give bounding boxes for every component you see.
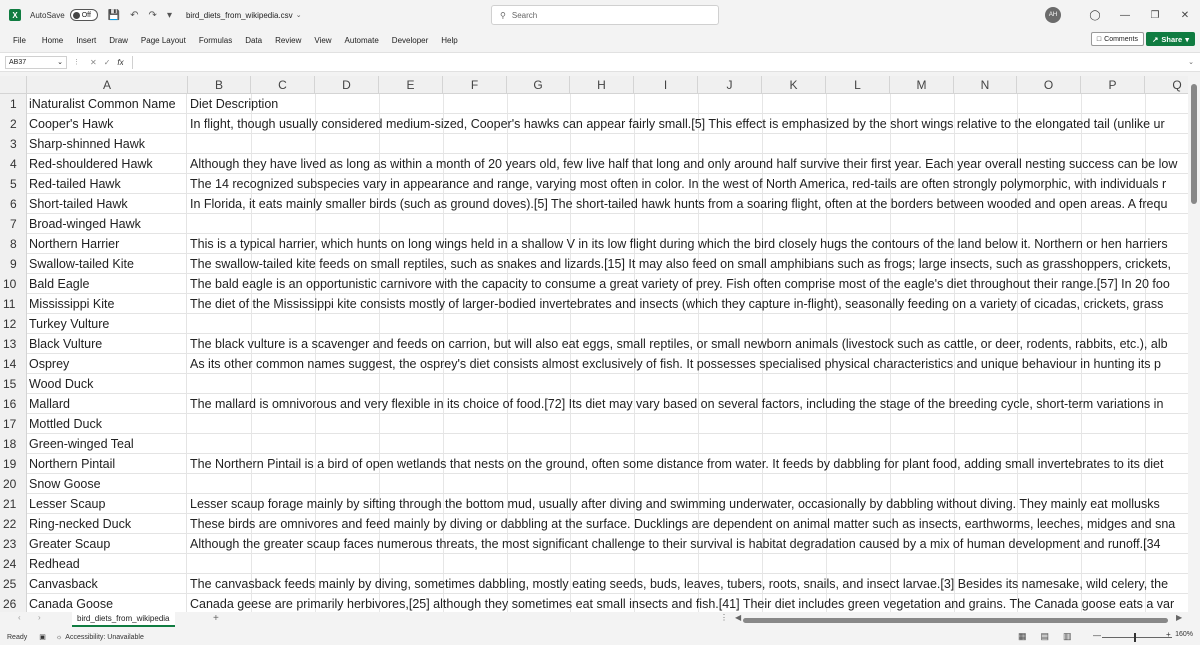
column-header-g[interactable]: G [507, 76, 570, 94]
row-header[interactable]: 1 [0, 94, 27, 114]
row-header[interactable]: 10 [0, 274, 27, 294]
table-row [0, 514, 1188, 534]
table-row [0, 334, 1188, 354]
cell-diet-description[interactable]: This is a typical harrier, which hunts on long wings held in a shallow V in its low flight during which the bird closely hugs the contours of the land below it. Northern or hen harriers [190, 237, 1168, 251]
zoom-in-icon[interactable]: + [1166, 630, 1171, 639]
table-row [0, 434, 1188, 454]
tab-formulas[interactable]: Formulas [198, 35, 233, 45]
cell-diet-description[interactable]: Although the greater scaup faces numerous threats, the most significant challenge to their survival is habitat degradation caused by a mix of human development and runoff.[34 [190, 537, 1161, 551]
table-row [0, 194, 1188, 214]
formula-bar [0, 52, 1200, 72]
file-name[interactable]: bird_diets_from_wikipedia.csv [185, 10, 293, 20]
cell-diet-description[interactable] [188, 314, 1188, 334]
cell-diet-description[interactable]: In flight, though usually considered medium-sized, Cooper's hawks can appear fairly small.[5] This effect is emphasized by the short wings relative to the elongated tail (unlike ur [190, 117, 1165, 131]
page-layout-view-icon[interactable]: ▤ [1040, 631, 1050, 641]
cell-common-name[interactable]: Green-winged Teal [27, 434, 187, 454]
comment-icon: □ [1096, 35, 1102, 43]
search-icon: ⚲ [500, 10, 506, 20]
table-row [0, 594, 1188, 612]
cell-common-name[interactable]: Broad-winged Hawk [27, 214, 187, 234]
column-header-l[interactable]: L [826, 76, 890, 94]
table-row [0, 454, 1188, 474]
table-row [0, 554, 1188, 574]
cell-common-name[interactable]: Mottled Duck [27, 414, 187, 434]
cell-common-name[interactable]: iNaturalist Common Name [27, 94, 187, 114]
tab-help[interactable]: Help [441, 35, 458, 45]
cell-common-name[interactable]: Short-tailed Hawk [27, 194, 187, 214]
autosave-state: Off [81, 11, 91, 19]
cell-common-name[interactable]: Redhead [27, 554, 187, 574]
cell-diet-description[interactable]: The mallard is omnivorous and very flexible in its choice of food.[72] Its diet may vary based on several factors, including the stage of the breeding cycle, short-term variations in [190, 397, 1164, 411]
row-header[interactable]: 13 [0, 334, 27, 354]
close-icon[interactable]: ✕ [1180, 9, 1190, 21]
table-row [0, 114, 1188, 134]
cell-common-name[interactable]: Wood Duck [27, 374, 187, 394]
column-header-q[interactable]: Q [1172, 78, 1182, 92]
table-row [0, 474, 1188, 494]
zoom-level[interactable]: 160% [1175, 631, 1193, 638]
cell-common-name[interactable]: Red-tailed Hawk [27, 174, 187, 194]
cell-common-name[interactable]: Canvasback [27, 574, 187, 594]
tab-data[interactable]: Data [245, 35, 263, 45]
table-row [0, 494, 1188, 514]
table-row [0, 534, 1188, 554]
rows-container [0, 94, 1188, 612]
expand-formula-icon[interactable]: ⌄ [1188, 59, 1194, 66]
page-break-view-icon[interactable]: ▥ [1063, 631, 1072, 641]
row-header[interactable]: 9 [0, 254, 27, 274]
column-header-a[interactable]: A [27, 76, 188, 94]
table-row [0, 174, 1188, 194]
cell-diet-description[interactable]: In Florida, it eats mainly smaller birds (such as ground doves).[5] The short-tailed hawk hunts from a soaring flight, often at the borders between wooded and open areas. A frequ [190, 197, 1168, 211]
cancel-icon[interactable]: ✕ [90, 57, 97, 67]
cell-diet-description[interactable] [188, 414, 1188, 434]
row-header[interactable]: 3 [0, 134, 27, 154]
autosave-label: AutoSave [30, 10, 65, 20]
lightbulb-icon[interactable]: ◯ [1089, 9, 1101, 21]
cell-common-name[interactable]: Cooper's Hawk [27, 114, 187, 134]
row-header[interactable]: 23 [0, 534, 27, 554]
cell-diet-description[interactable]: The 14 recognized subspecies vary in appearance and range, varying most often in color. In the west of North America, red-tails are often strongly polymorphic, with individuals r [190, 177, 1167, 191]
enter-icon[interactable]: ✓ [103, 57, 111, 67]
table-row [0, 374, 1188, 394]
scrollbar-thumb[interactable] [1191, 84, 1197, 204]
more-sheets-icon[interactable]: ⋮ [720, 613, 728, 622]
cell-common-name[interactable]: Red-shouldered Hawk [27, 154, 187, 174]
cell-diet-description[interactable]: The canvasback feeds mainly by diving, sometimes dabbling, mostly eating seeds, buds, leaves, tubers, roots, snails, and insect larvae.[3] Besides its namesake, wild celery, the [190, 577, 1169, 591]
row-header[interactable]: 16 [0, 394, 27, 414]
row-header[interactable]: 18 [0, 434, 27, 454]
cell-common-name[interactable]: Lesser Scaup [27, 494, 187, 514]
tab-review[interactable]: Review [275, 35, 302, 45]
row-header[interactable]: 8 [0, 234, 27, 254]
formula-input[interactable] [132, 56, 1188, 69]
column-header-m[interactable]: M [890, 76, 954, 94]
search-box[interactable] [491, 5, 719, 25]
spreadsheet-grid[interactable] [0, 76, 1188, 612]
row-header[interactable]: 14 [0, 354, 27, 374]
select-all-corner[interactable] [0, 76, 27, 94]
column-header-i[interactable]: I [634, 76, 698, 94]
cell-diet-description[interactable] [188, 474, 1188, 494]
zoom-slider[interactable] [1102, 637, 1172, 638]
row-header[interactable]: 19 [0, 454, 27, 474]
row-header[interactable]: 6 [0, 194, 27, 214]
cell-common-name[interactable]: Swallow-tailed Kite [27, 254, 187, 274]
row-header[interactable]: 11 [0, 294, 27, 314]
zoom-slider-knob[interactable] [1134, 633, 1136, 642]
table-row [0, 234, 1188, 254]
window-controls [1045, 0, 1200, 30]
formula-controls [90, 58, 124, 67]
tab-file[interactable]: File [13, 35, 26, 45]
cell-diet-description[interactable]: Although they have lived as long as within a month of 20 years old, few live half that long and only around half survive their first year. Each year overall nesting success can be low [190, 157, 1178, 171]
cell-diet-description[interactable]: Canada geese are primarily herbivores,[25] although they sometimes eat small insects and fish.[41] Their diet includes green vegetation and grains. The Canada goose eats a var [190, 597, 1175, 611]
row-header[interactable]: 2 [0, 114, 27, 134]
table-row [0, 394, 1188, 414]
redo-icon[interactable]: ↷ [148, 9, 157, 21]
chevron-down-icon: ▾ [1185, 34, 1189, 44]
column-header-b[interactable]: B [188, 76, 251, 94]
column-header-j[interactable]: J [698, 76, 762, 94]
cell-common-name[interactable]: Northern Harrier [27, 234, 187, 254]
next-sheet-icon[interactable]: › [38, 613, 41, 622]
row-header[interactable]: 20 [0, 474, 27, 494]
row-header[interactable]: 4 [0, 154, 27, 174]
table-row [0, 134, 1188, 154]
table-row [0, 154, 1188, 174]
tab-home[interactable]: Home [41, 35, 64, 45]
table-row [0, 314, 1188, 334]
share-label: Share [1161, 34, 1183, 44]
cell-diet-description[interactable]: Lesser scaup forage mainly by sifting through the bottom mud, usually after diving and swimming underwater, occasionally by dabbling without diving. They mainly eat mollusks [190, 497, 1160, 511]
cell-common-name[interactable]: Black Vulture [27, 334, 187, 354]
accessibility-status[interactable]: Accessibility: Unavailable [65, 633, 144, 641]
table-row [0, 414, 1188, 434]
cell-diet-description[interactable]: The bald eagle is an opportunistic carnivore with the capacity to consume a great variety of prey. Fish often comprise most of the eagle's diet throughout their range.[57] In 20 foo [190, 277, 1170, 291]
column-header-o[interactable]: O [1017, 76, 1081, 94]
horizontal-scrollbar[interactable] [743, 618, 1168, 623]
comments-button[interactable] [1091, 32, 1144, 46]
tab-automate[interactable]: Automate [344, 35, 379, 45]
cell-common-name[interactable]: Bald Eagle [27, 274, 187, 294]
share-button[interactable] [1146, 32, 1195, 46]
row-header[interactable]: 26 [0, 594, 27, 612]
table-row [0, 254, 1188, 274]
cell-common-name[interactable]: Greater Scaup [27, 534, 187, 554]
cell-diet-description[interactable]: These birds are omnivores and feed mainly by diving or dabbling at the surface. Ducklings are dependent on animal matter such as insects, earthworms, leeches, midges and sna [190, 517, 1176, 531]
column-header-n[interactable]: N [954, 76, 1017, 94]
column-header-h[interactable]: H [570, 76, 634, 94]
row-header[interactable]: 7 [0, 214, 27, 234]
macro-icon[interactable]: ▣ [39, 634, 46, 641]
scroll-right-icon[interactable]: ▶ [1176, 613, 1183, 622]
column-header-p[interactable]: P [1081, 76, 1145, 94]
column-header-f[interactable]: F [443, 76, 507, 94]
add-sheet-icon[interactable]: + [213, 613, 219, 624]
normal-view-icon[interactable]: ▦ [1018, 631, 1027, 641]
cell-diet-description[interactable] [188, 214, 1188, 234]
function-icon[interactable]: fx [117, 57, 124, 67]
cell-common-name[interactable]: Canada Goose [27, 594, 187, 612]
table-row [0, 94, 1188, 114]
cell-diet-description[interactable]: Diet Description [190, 97, 279, 111]
tab-page-layout[interactable]: Page Layout [140, 35, 186, 45]
save-icon[interactable]: 💾 [107, 9, 121, 21]
cell-diet-description[interactable]: The black vulture is a scavenger and feeds on carrion, but will also eat eggs, small reptiles, or small newborn animals (livestock such as cattle, or deer, rodents, rabbits, etc.), alb [190, 337, 1168, 351]
column-header-d[interactable]: D [315, 76, 379, 94]
table-row [0, 574, 1188, 594]
view-buttons [1018, 631, 1072, 642]
more-options-icon[interactable]: ⋮ [73, 59, 80, 66]
excel-logo-icon: X [9, 9, 21, 21]
cell-diet-description[interactable] [188, 134, 1188, 154]
comments-label: Comments [1104, 35, 1138, 43]
cell-diet-description[interactable] [188, 434, 1188, 454]
table-row [0, 294, 1188, 314]
accessibility-icon[interactable]: ☼ [55, 633, 63, 641]
autosave-toggle[interactable] [70, 9, 98, 21]
cell-common-name[interactable]: Mallard [27, 394, 187, 414]
cell-common-name[interactable]: Sharp-shinned Hawk [27, 134, 187, 154]
share-icon: ↗ [1152, 34, 1159, 44]
cell-common-name[interactable]: Northern Pintail [27, 454, 187, 474]
row-header[interactable]: 25 [0, 574, 27, 594]
undo-icon[interactable]: ↶ [130, 9, 139, 21]
restore-icon[interactable]: ❐ [1150, 9, 1160, 21]
cell-common-name[interactable]: Turkey Vulture [27, 314, 187, 334]
name-box-value: AB37 [9, 58, 27, 66]
cell-common-name[interactable]: Ring-necked Duck [27, 514, 187, 534]
table-row [0, 274, 1188, 294]
name-box[interactable] [5, 56, 67, 69]
cell-diet-description[interactable]: The Northern Pintail is a bird of open wetlands that nests on the ground, often some distance from water. It feeds by dabbling for plant food, adding small invertebrates to its diet [190, 457, 1164, 471]
zoom-out-icon[interactable]: — [1093, 631, 1101, 640]
row-header[interactable]: 12 [0, 314, 27, 334]
row-header[interactable]: 15 [0, 374, 27, 394]
row-header[interactable]: 21 [0, 494, 27, 514]
cell-common-name[interactable]: Osprey [27, 354, 187, 374]
sheet-tab[interactable]: bird_diets_from_wikipedia [72, 612, 175, 627]
cell-diet-description[interactable]: The swallow-tailed kite feeds on small reptiles, such as snakes and lizards.[15] It may also feed on small amphibians such as frogs; large insects, such as grasshoppers, crickets, [190, 257, 1172, 271]
cell-diet-description[interactable] [188, 374, 1188, 394]
ribbon-tabs [0, 30, 1200, 50]
search-placeholder: Search [511, 10, 538, 20]
row-header[interactable]: 5 [0, 174, 27, 194]
cell-common-name[interactable]: Snow Goose [27, 474, 187, 494]
status-ready: Ready [7, 633, 28, 641]
tab-insert[interactable]: Insert [76, 35, 97, 45]
toggle-knob-icon [73, 12, 80, 19]
tab-draw[interactable]: Draw [109, 35, 128, 45]
prev-sheet-icon[interactable]: ‹ [18, 613, 21, 622]
table-row [0, 354, 1188, 374]
tab-developer[interactable]: Developer [391, 35, 429, 45]
column-headers [0, 76, 1188, 94]
minimize-icon[interactable]: — [1120, 9, 1130, 21]
cell-diet-description[interactable]: As its other common names suggest, the osprey's diet consists almost exclusively of fish. It possesses specialised physical characteristics and unique behaviour in hunting its p [190, 357, 1161, 371]
column-header-c[interactable]: C [251, 76, 315, 94]
chevron-down-icon: ⌄ [57, 59, 63, 66]
cell-diet-description[interactable] [188, 554, 1188, 574]
avatar[interactable]: AH [1045, 7, 1061, 23]
cell-diet-description[interactable]: The diet of the Mississippi kite consists mostly of larger-bodied invertebrates and insects (which they capture in-flight), seasonally feeding on a variety of cicadas, crickets, grass [190, 297, 1164, 311]
tab-view[interactable]: View [314, 35, 332, 45]
cell-common-name[interactable]: Mississippi Kite [27, 294, 187, 314]
chevron-down-icon[interactable]: ⌄ [295, 12, 302, 19]
column-header-e[interactable]: E [379, 76, 443, 94]
column-header-k[interactable]: K [762, 76, 826, 94]
row-header[interactable]: 17 [0, 414, 27, 434]
row-header[interactable]: 22 [0, 514, 27, 534]
vertical-scrollbar[interactable] [1188, 76, 1200, 612]
table-row [0, 214, 1188, 234]
scroll-left-icon[interactable]: ◀ [735, 613, 742, 622]
customize-toolbar-icon[interactable]: ▾ [166, 9, 172, 21]
row-header[interactable]: 24 [0, 554, 27, 574]
